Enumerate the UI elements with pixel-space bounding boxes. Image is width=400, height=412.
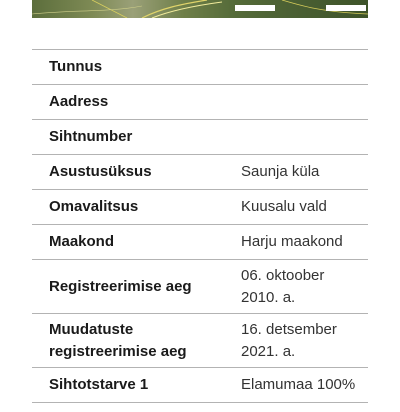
field-label: Maakond: [49, 233, 115, 250]
table-row: [32, 225, 368, 260]
field-label: Tunnus: [49, 58, 103, 75]
field-value: Elamumaa 100%: [241, 376, 356, 393]
field-label: Sihtnumber: [49, 128, 133, 145]
table-row: [32, 190, 368, 225]
table-row: [32, 314, 368, 368]
table-row: [32, 260, 368, 314]
field-value: [224, 85, 368, 120]
field-value: [224, 120, 368, 155]
map-preview[interactable]: [32, 0, 368, 18]
field-value: Harju maakond: [241, 233, 343, 250]
field-value: [224, 50, 368, 85]
field-value-line: 2010. a.: [241, 288, 296, 306]
field-value-line: 16. detsember: [241, 320, 337, 338]
map-roads: [32, 0, 368, 18]
table-row: [32, 85, 368, 120]
field-label: Omavalitsus: [49, 198, 139, 215]
table-row: [32, 50, 368, 85]
field-value: Saunja küla: [241, 163, 320, 180]
map-scale-bar: [235, 5, 275, 11]
field-label-line: registreerimise aeg: [49, 342, 187, 360]
property-info-table: [32, 49, 368, 403]
table-row: [32, 120, 368, 155]
map-scale-bar: [326, 5, 366, 11]
field-value-line: 06. oktoober: [241, 266, 325, 284]
field-value: Kuusalu vald: [241, 198, 327, 215]
field-label: Aadress: [49, 93, 109, 110]
field-label: Asustusüksus: [49, 163, 152, 180]
field-label: [32, 314, 224, 368]
field-value: [224, 260, 368, 314]
field-value: [224, 314, 368, 368]
field-label: Sihtotstarve 1: [49, 376, 149, 393]
field-value-line: 2021. a.: [241, 342, 296, 360]
table-row: [32, 155, 368, 190]
field-label-line: Muudatuste: [49, 320, 134, 338]
table-row: [32, 368, 368, 403]
field-label: Registreerimise aeg: [49, 277, 192, 295]
